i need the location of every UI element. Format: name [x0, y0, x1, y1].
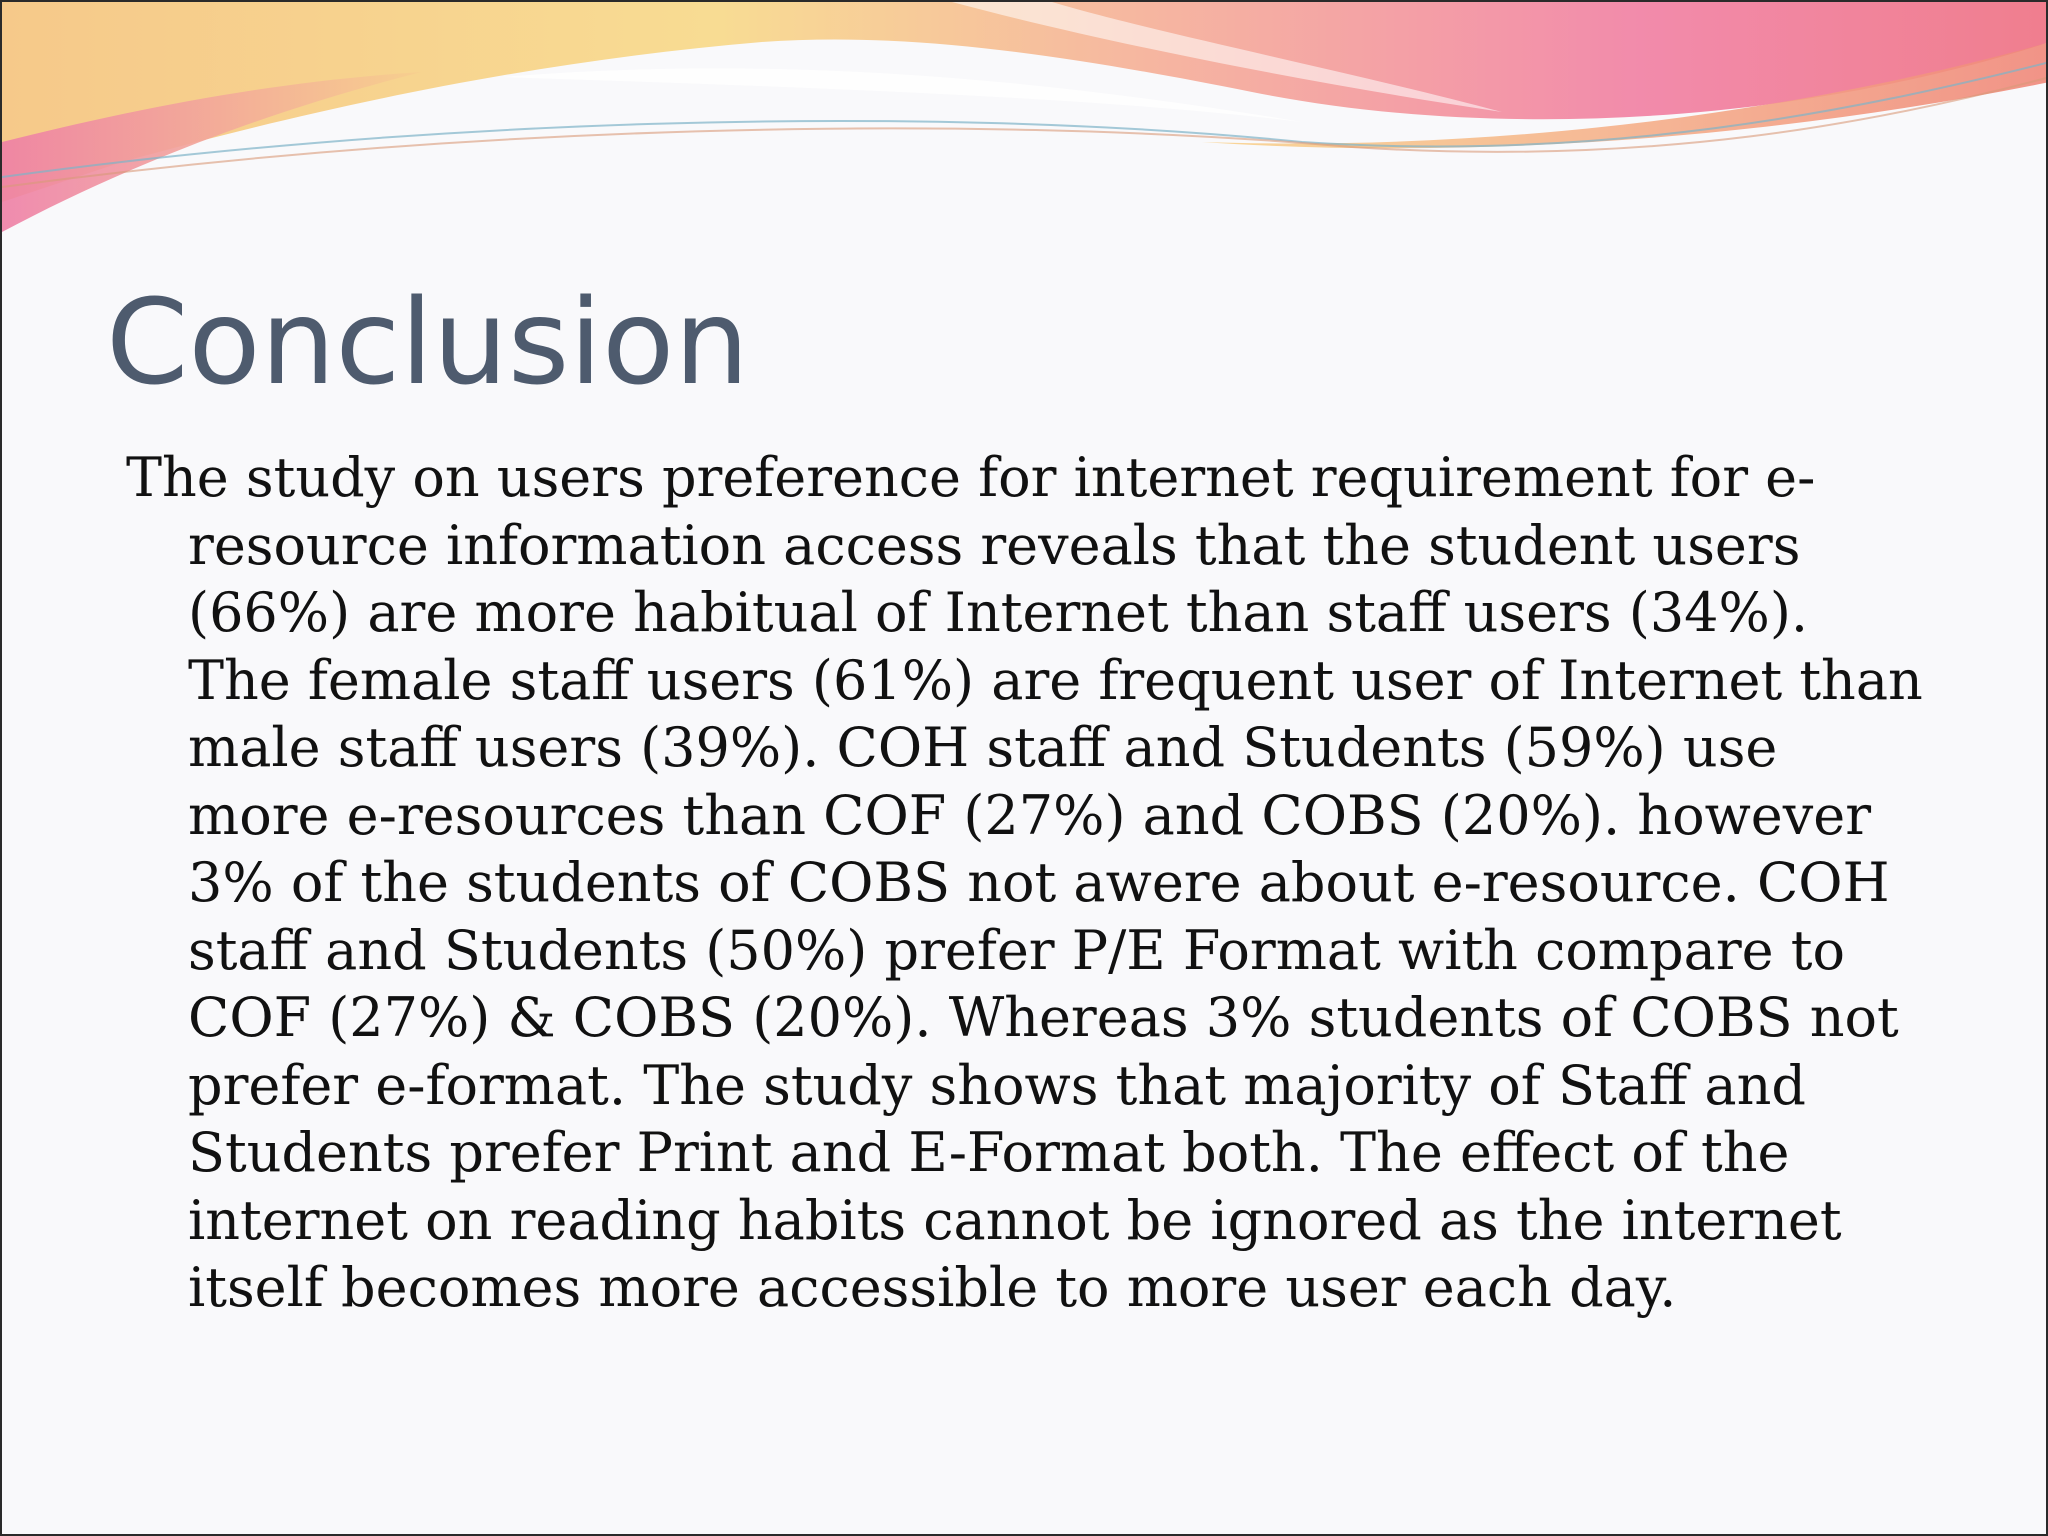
slide-title: Conclusion: [106, 273, 750, 411]
conclusion-paragraph: The study on users preference for internet requirement for e-resource information access reveals that the student users (66%) are more habitual of Internet than staff users (34%). The female staff users (61%) are frequent user of Internet than male staff users (39%). COH staff and Students (59%) use more e-resources than COF (27%) and COBS (20%). however 3% of the students of COBS not awere about e-resource. COH staff and Students (50%) prefer P/E Format with compare to COF (27%) & COBS (20%). Whereas 3% students of COBS not prefer e-format. The study shows that majority of Staff and Students prefer Print and E-Format both. The effect of the internet on reading habits cannot be ignored as the internet itself becomes more accessible to more user each day.: [126, 446, 1923, 1319]
decorative-wave-banner: [2, 2, 2048, 242]
